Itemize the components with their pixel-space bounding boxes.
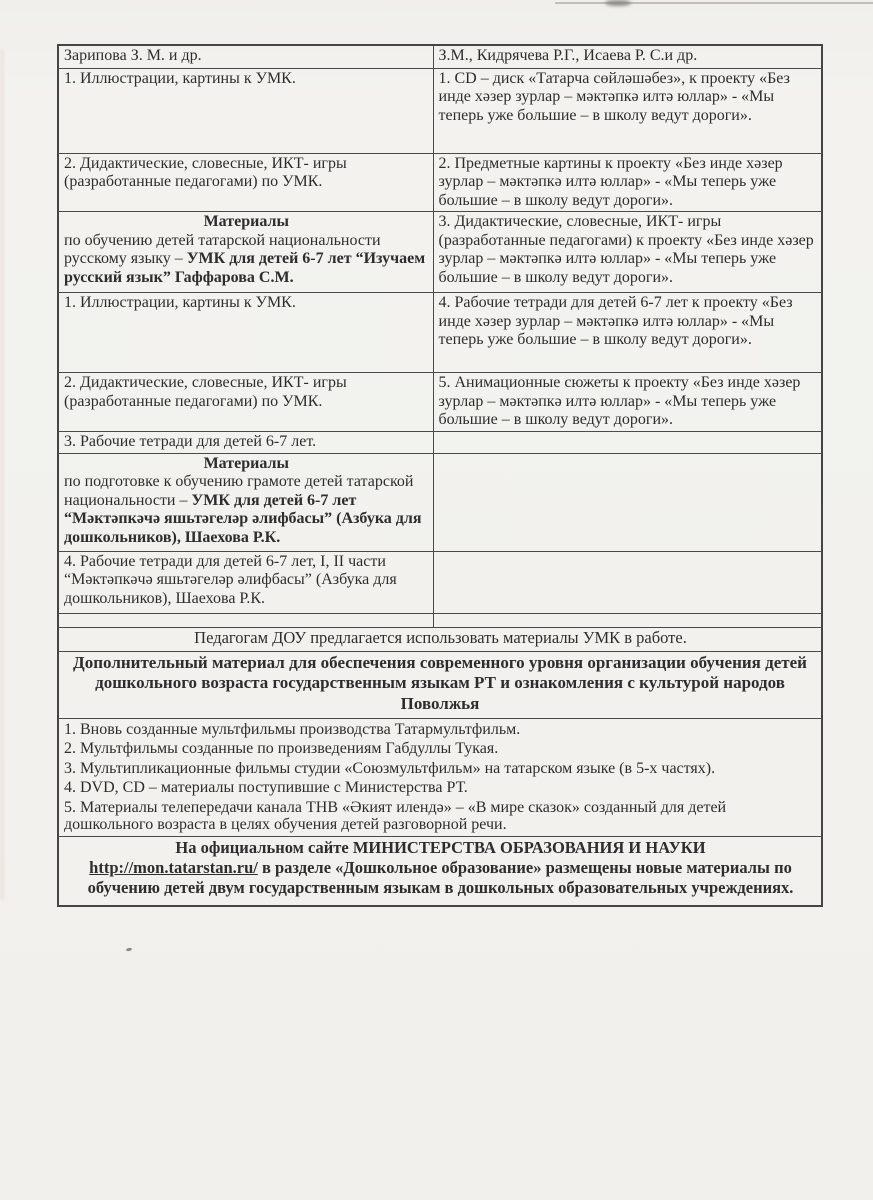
cell-text: 2. Дидактические, словесные, ИКТ- игры (разработанные педагогами) по УМК. (64, 374, 347, 410)
materials-table (57, 44, 823, 907)
cell-subject-pictures (433, 153, 822, 212)
cell-workbooks (58, 431, 433, 453)
note-cell (58, 627, 822, 651)
additional-title-cell (58, 651, 822, 718)
cell-animation-plots (433, 373, 822, 432)
cell-text: 4. Рабочие тетради для детей 6-7 лет, I, II части “Мәктәпкәчә яшьтәгеләр әлифбасы” (Азбука для дошкольников), Шаехова Р.К. (64, 552, 397, 607)
cell-cd-disk (433, 68, 822, 153)
additional-title-text: Дополнительный материал для обеспечения современного уровня организации обучения детей дошкольного возраста государственным языкам РТ и ознакомления с культурой народов Поволжья (73, 652, 807, 713)
cell-section-materials-literacy (58, 453, 433, 551)
cell-didactic-games (58, 153, 433, 212)
scan-edge-artifact (0, 50, 4, 900)
cell-section-materials-russian (58, 212, 433, 293)
cell-empty (58, 613, 433, 627)
cell-illustrations (58, 68, 433, 153)
table-row (58, 68, 822, 153)
table-row (58, 293, 822, 373)
table-row-additional-title (58, 651, 822, 718)
list-item: 5. Материалы телепередачи канала ТНВ «Әкият илендә» – «В мире сказок» созданный для детей дошкольного возраста в целях обучения детей разговорной речи. (64, 798, 727, 833)
cell-text: З.М., Кидрячева Р.Г., Исаева Р. С.и др. (438, 47, 698, 64)
table-row-site (58, 837, 822, 906)
site-heading: На официальном сайте МИНИСТЕРСТВА ОБРАЗОВАНИЯ И НАУКИ (175, 838, 706, 857)
note-text: Педагогам ДОУ предлагается использовать материалы УМК в работе. (194, 627, 687, 647)
section-body-bold: УМК для детей 6-7 лет “Изучаем русский язык” Гаффарова С.М. (64, 250, 426, 286)
section-title: Материалы (203, 213, 289, 230)
cell-text: 2. Предметные картины к проекту «Без инде хәзер зурлар – мәктәпкә илтә юллар» - «Мы теперь уже большие – в школу ведут дороги». (438, 154, 783, 209)
cell-text: 3. Дидактические, словесные, ИКТ- игры (разработанные педагогами) к проекту «Без инде хәзер зурлар – мәктәпкә илтә юллар» - «Мы теперь уже большие – в школу ведут дороги». (438, 213, 814, 286)
cell-text: 5. Анимационные сюжеты к проекту «Без инде хәзер зурлар – мәктәпкә илтә юллар» - «Мы теперь уже большие – в школу ведут дороги». (438, 374, 801, 428)
cell-text: Зарипова З. М. и др. (64, 47, 202, 64)
cell-text: 3. Рабочие тетради для детей 6-7 лет. (64, 432, 317, 450)
cell-empty (433, 431, 822, 453)
table-row-spacer (58, 613, 822, 627)
scan-smudge-artifact (605, 0, 631, 6)
cell-text: 4. Рабочие тетради для детей 6-7 лет к проекту «Без инде хәзер зурлар – мәктәпкә илтә юллар» - «Мы теперь уже большие – в школу ведут дороги». (438, 294, 793, 348)
cell-workbooks-project (433, 293, 822, 373)
table-row (58, 551, 822, 613)
list-item: 4. DVD, CD – материалы поступившие с Министерства РТ. (64, 779, 468, 796)
list-item: 3. Мультипликационные фильмы студии «Союзмультфильм» на татарском языке (в 5-х частях). (64, 759, 716, 777)
table-row-list (58, 718, 822, 837)
section-title: Материалы (203, 454, 289, 472)
section-body-bold: УМК для детей 6-7 лет “Мәктәпкәчә яшьтәгеләр әлифбасы” (Азбука для дошкольников), Шаехова Р.К. (64, 491, 422, 546)
table-row-section-russian (58, 212, 822, 293)
cell-authors-left (58, 45, 433, 68)
cell-text: 1. CD – диск «Татарча сөйләшәбез», к проекту «Без инде хәзер зурлар – мәктәпкә илтә юллар» - «Мы теперь уже большие – в школу ведут дороги». (438, 69, 790, 124)
scan-line-artifact (555, 2, 873, 4)
cell-text: 2. Дидактические, словесные, ИКТ- игры (разработанные педагогами) по УМК. (64, 154, 347, 190)
additional-list-cell (58, 718, 822, 837)
site-cell (58, 837, 822, 906)
cell-empty (433, 551, 822, 613)
list-item: 1. Вновь созданные мультфильмы производства Татармультфильм. (64, 720, 521, 738)
cell-authors-right (433, 45, 822, 68)
table-row (58, 431, 822, 453)
list-item: 2. Мультфильмы созданные по произведениям Габдуллы Тукая. (64, 740, 499, 757)
cell-didactic-project (433, 212, 822, 293)
scan-speck-artifact (126, 947, 132, 951)
table-row-section-literacy (58, 453, 822, 551)
cell-didactic-games-2 (58, 373, 433, 432)
site-url: http://mon.tatarstan.ru/ (89, 858, 258, 877)
site-rest: в разделе «Дошкольное образование» размещены новые материалы по обучению детей двум государственным языкам в дошкольных образовательных учреждениях. (87, 858, 794, 897)
section-body: по обучению детей татарской национальности русскому языку – (64, 231, 381, 267)
cell-empty (433, 613, 822, 627)
table-row (58, 153, 822, 212)
cell-text: 1. Иллюстрации, картины к УМК. (64, 294, 296, 311)
table-row (58, 373, 822, 432)
cell-illustrations-2 (58, 293, 433, 373)
cell-empty (433, 453, 822, 551)
table-row-authors (58, 45, 822, 68)
cell-text: 1. Иллюстрации, картины к УМК. (64, 69, 296, 87)
section-body: по подготовке к обучению грамоте детей татарской национальности – (64, 473, 414, 509)
table-row-note (58, 627, 822, 651)
cell-workbooks-parts (58, 551, 433, 613)
